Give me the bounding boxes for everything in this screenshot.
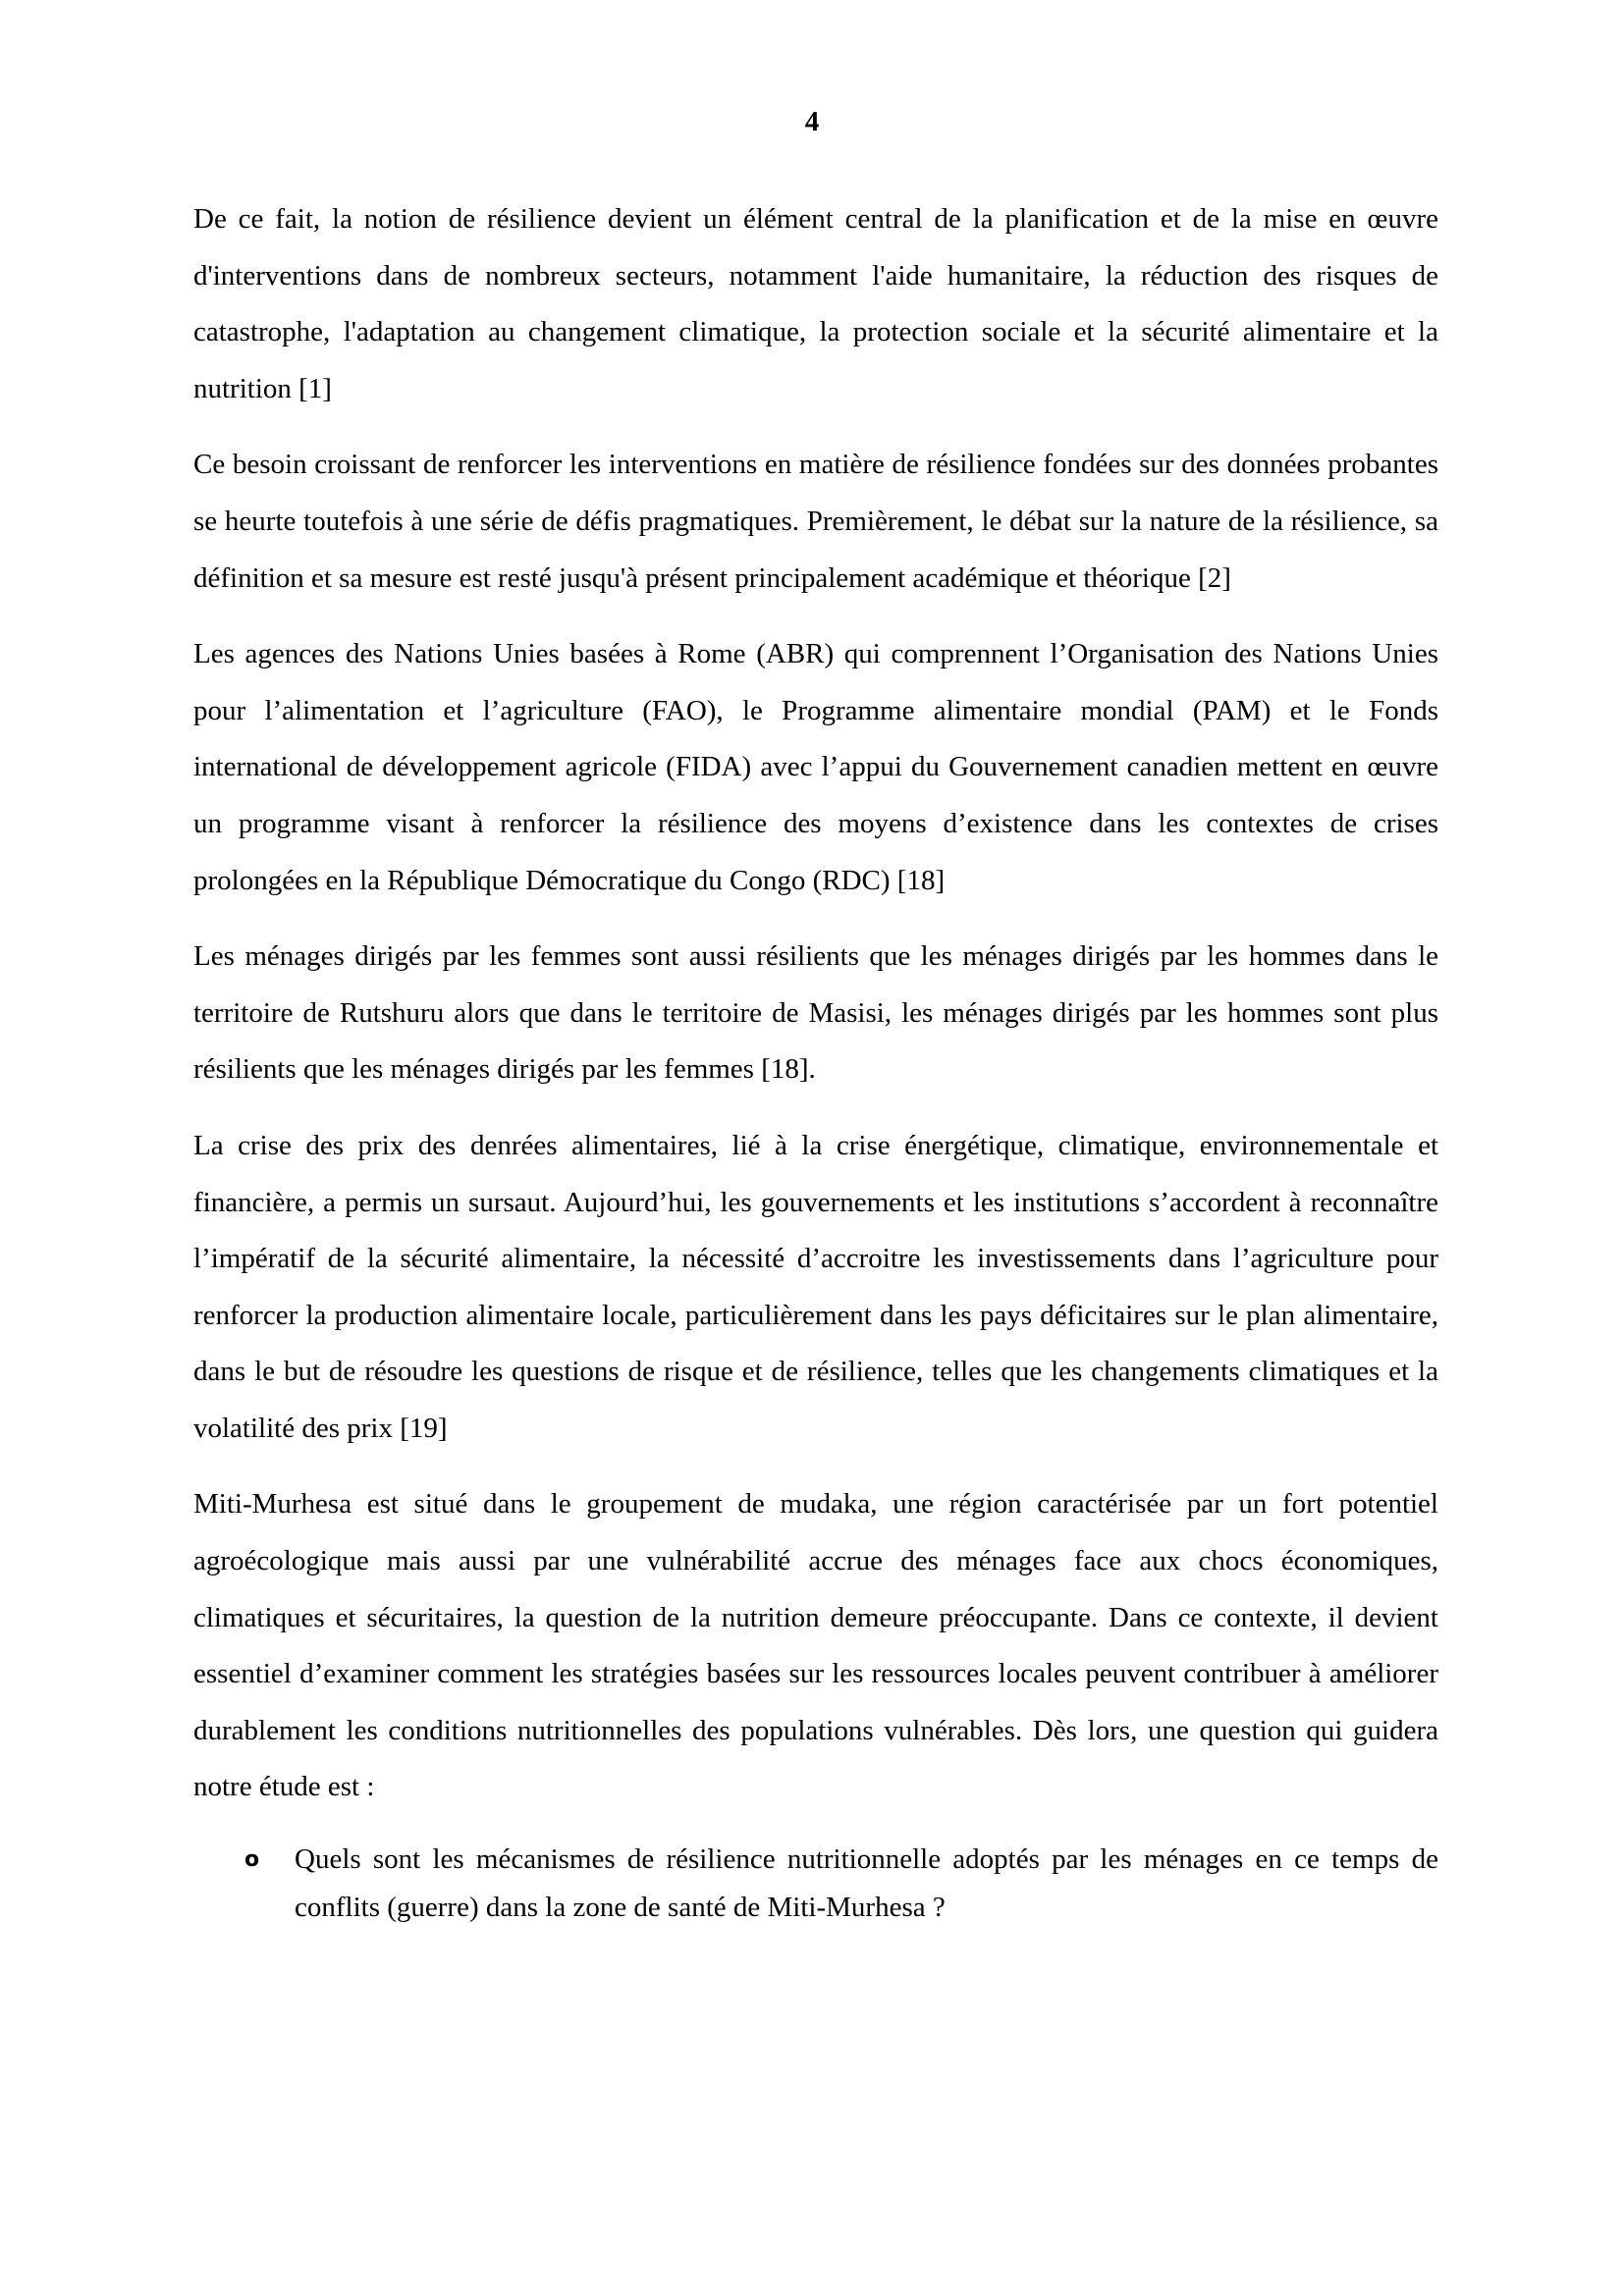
paragraph: De ce fait, la notion de résilience devient un élément central de la planification et de la mise en œuvre d'interventions dans de nombreux secteurs, notamment l'aide humanitaire, la réduction des risques de catastrophe, l'adaptation au changement climatique, la protection sociale et la sécurité alimentaire et la nutrition [1]: [193, 203, 1438, 404]
circle-bullet-icon: o: [244, 1847, 260, 1873]
research-question-list: [193, 1836, 1438, 1932]
paragraph: Ce besoin croissant de renforcer les interventions en matière de résilience fondées sur des données probantes se heurte toutefois à une série de défis pragmatiques. Premièrement, le débat sur la nature de la résilience, sa définition et sa mesure est resté jusqu'à présent principalement académique et théorique [2]: [193, 449, 1438, 594]
paragraph: La crise des prix des denrées alimentaires, lié à la crise énergétique, climatique, environnementale et financière, a permis un sursaut. Aujourd’hui, les gouvernements et les institutions s’accordent à reconnaître l’impératif de la sécurité alimentaire, la nécessité d’accroitre les investissements dans l’agriculture pour renforcer la production alimentaire locale, particulièrement dans les pays déficitaires sur le plan alimentaire, dans le but de résoudre les questions de risque et de résilience, telles que les changements climatiques et la volatilité des prix [19]: [193, 1129, 1438, 1444]
paragraph: Les agences des Nations Unies basées à Rome (ABR) qui comprennent l’Organisation des Nations Unies pour l’alimentation et l’agriculture (FAO), le Programme alimentaire mondial (PAM) et le Fonds international de développement agricole (FIDA) avec l’appui du Gouvernement canadien mettent en œuvre un programme visant à renforcer la résilience des moyens d’existence dans les contextes de crises prolongées en la République Démocratique du Congo (RDC) [18]: [193, 638, 1438, 896]
page-number: 4: [804, 106, 820, 137]
paragraph: Miti-Murhesa est situé dans le groupement de mudaka, une région caractérisée par un fort potentiel agroécologique mais aussi par une vulnérabilité accrue des ménages face aux chocs économiques, climatiques et sécuritaires, la question de la nutrition demeure préoccupante. Dans ce contexte, il devient essentiel d’examiner comment les stratégies basées sur les ressources locales peuvent contribuer à améliorer durablement les conditions nutritionnelles des populations vulnérables. Dès lors, une question qui guidera notre étude est :: [193, 1488, 1438, 1803]
list-item: [193, 1836, 1438, 1932]
list-item-text: Quels sont les mécanismes de résilience nutritionnelle adoptés par les ménages en ce temps de conflits (guerre) dans la zone de santé de Miti-Murhesa ?: [295, 1843, 1438, 1924]
paragraph: Les ménages dirigés par les femmes sont aussi résilients que les ménages dirigés par les hommes dans le territoire de Rutshuru alors que dans le territoire de Masisi, les ménages dirigés par les hommes sont plus résilients que les ménages dirigés par les femmes [18].: [193, 940, 1438, 1086]
page-body: [193, 191, 1438, 1932]
